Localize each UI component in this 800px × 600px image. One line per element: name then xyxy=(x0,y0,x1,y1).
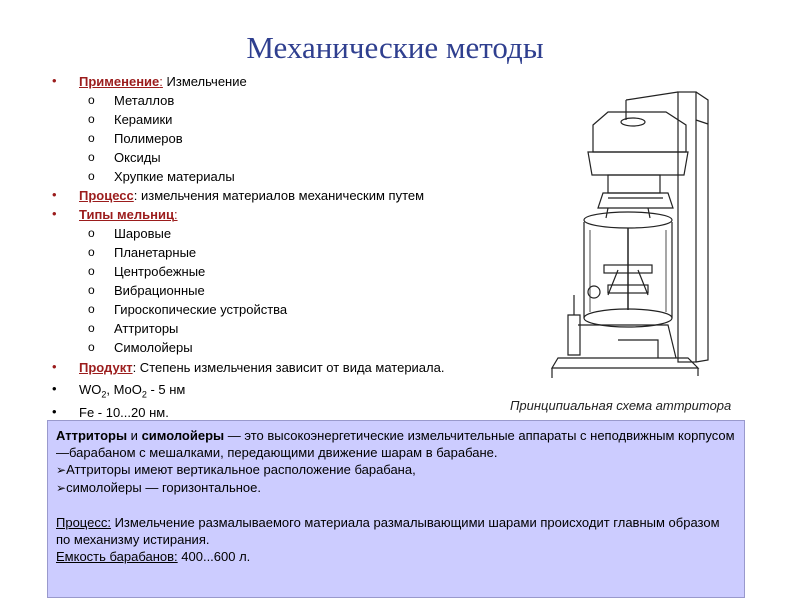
process-label-box: Процесс: xyxy=(56,515,111,530)
bullet-dot-icon: • xyxy=(52,187,57,202)
circle-bullet-icon: o xyxy=(88,302,95,316)
circle-bullet-icon: o xyxy=(88,321,95,335)
mill-item-label: Шаровые xyxy=(114,226,172,241)
diagram-caption: Принципиальная схема аттритора xyxy=(510,398,732,413)
application-text: Измельчение xyxy=(162,74,247,89)
info-box xyxy=(47,420,745,598)
circle-bullet-icon: o xyxy=(88,131,95,145)
mill-item-label: Аттриторы xyxy=(114,321,179,336)
info-definition xyxy=(56,427,736,461)
mill-item-label: Планетарные xyxy=(114,245,197,260)
info-process xyxy=(56,514,736,548)
moo-text: , MoO xyxy=(106,382,142,397)
application-item-label: Полимеров xyxy=(114,131,183,146)
application-item-label: Оксиды xyxy=(114,150,161,165)
frame-column xyxy=(678,92,696,362)
mill-item-label: Вибрационные xyxy=(114,283,205,298)
base-plate xyxy=(552,358,698,368)
simoloyers-term: симолойеры xyxy=(141,428,225,443)
base-leg xyxy=(568,315,580,355)
application-label: Применение xyxy=(79,74,160,89)
application-colon: : xyxy=(159,74,163,89)
circle-bullet-icon: o xyxy=(88,340,95,354)
bullet-dot-icon: • xyxy=(52,404,57,419)
arrow-text-2: симолойеры — горизонтальное. xyxy=(66,480,262,495)
product-text: : Степень измельчения зависит от вида материала. xyxy=(132,360,445,375)
arrow-bullet-icon: ➢ xyxy=(56,481,67,495)
wo-sub: 2 xyxy=(101,389,107,400)
process-label: Процесс xyxy=(79,188,134,203)
circle-bullet-icon: o xyxy=(88,245,95,259)
bullet-dot-icon: • xyxy=(52,206,57,221)
mills-label: Типы мельниц xyxy=(79,207,174,222)
and-text: и xyxy=(127,428,142,443)
definition-text: — это высокоэнергетические измельчительные аппараты с неподвижным корпусом—барабаном с мешалками, передающими движение шарам в барабане. xyxy=(56,428,735,460)
bullet-dot-icon: • xyxy=(52,359,57,374)
mill-item-label: Симолойеры xyxy=(114,340,193,355)
bullet-dot-icon: • xyxy=(52,381,57,396)
bullet-dot-icon: • xyxy=(52,73,57,88)
process-text-box: Измельчение размалываемого материала размалывающими шарами происходит главным образом по механизму истирания. xyxy=(56,515,720,547)
process-text: : измельчения материалов механическим путем xyxy=(133,188,425,203)
moo-sub: 2 xyxy=(141,389,147,400)
arrow-item-1 xyxy=(56,461,736,479)
circle-bullet-icon: o xyxy=(88,93,95,107)
info-capacity xyxy=(56,548,736,565)
wo-text: WO xyxy=(79,382,102,397)
circle-bullet-icon: o xyxy=(88,150,95,164)
attritor-diagram xyxy=(548,80,728,385)
capacity-text: 400...600 л. xyxy=(177,549,251,564)
capacity-label: Емкость барабанов: xyxy=(56,549,178,564)
mill-item-label: Гироскопические устройства xyxy=(114,302,288,317)
tank-lid xyxy=(584,212,672,228)
attritors-term: Аттриторы xyxy=(56,428,128,443)
circle-bullet-icon: o xyxy=(88,283,95,297)
fe-text: Fe - 10...20 нм. xyxy=(79,405,169,420)
product-label: Продукт xyxy=(79,360,133,375)
circle-bullet-icon: o xyxy=(88,112,95,126)
application-item-label: Хрупкие материалы xyxy=(114,169,235,184)
motor-housing xyxy=(593,112,686,152)
arrow-item-2 xyxy=(56,479,736,497)
circle-bullet-icon: o xyxy=(88,264,95,278)
mills-colon: : xyxy=(173,207,178,222)
application-item-label: Керамики xyxy=(114,112,173,127)
wo-size-text: - 5 нм xyxy=(146,382,186,397)
arrow-bullet-icon: ➢ xyxy=(56,463,67,477)
circle-bullet-icon: o xyxy=(88,226,95,240)
mill-item-label: Центробежные xyxy=(114,264,206,279)
slide-title: Механические методы xyxy=(246,30,544,65)
circle-bullet-icon: o xyxy=(88,169,95,183)
application-item-label: Металлов xyxy=(114,93,175,108)
arrow-text-1: Аттриторы имеют вертикальное расположение барабана, xyxy=(66,462,416,477)
